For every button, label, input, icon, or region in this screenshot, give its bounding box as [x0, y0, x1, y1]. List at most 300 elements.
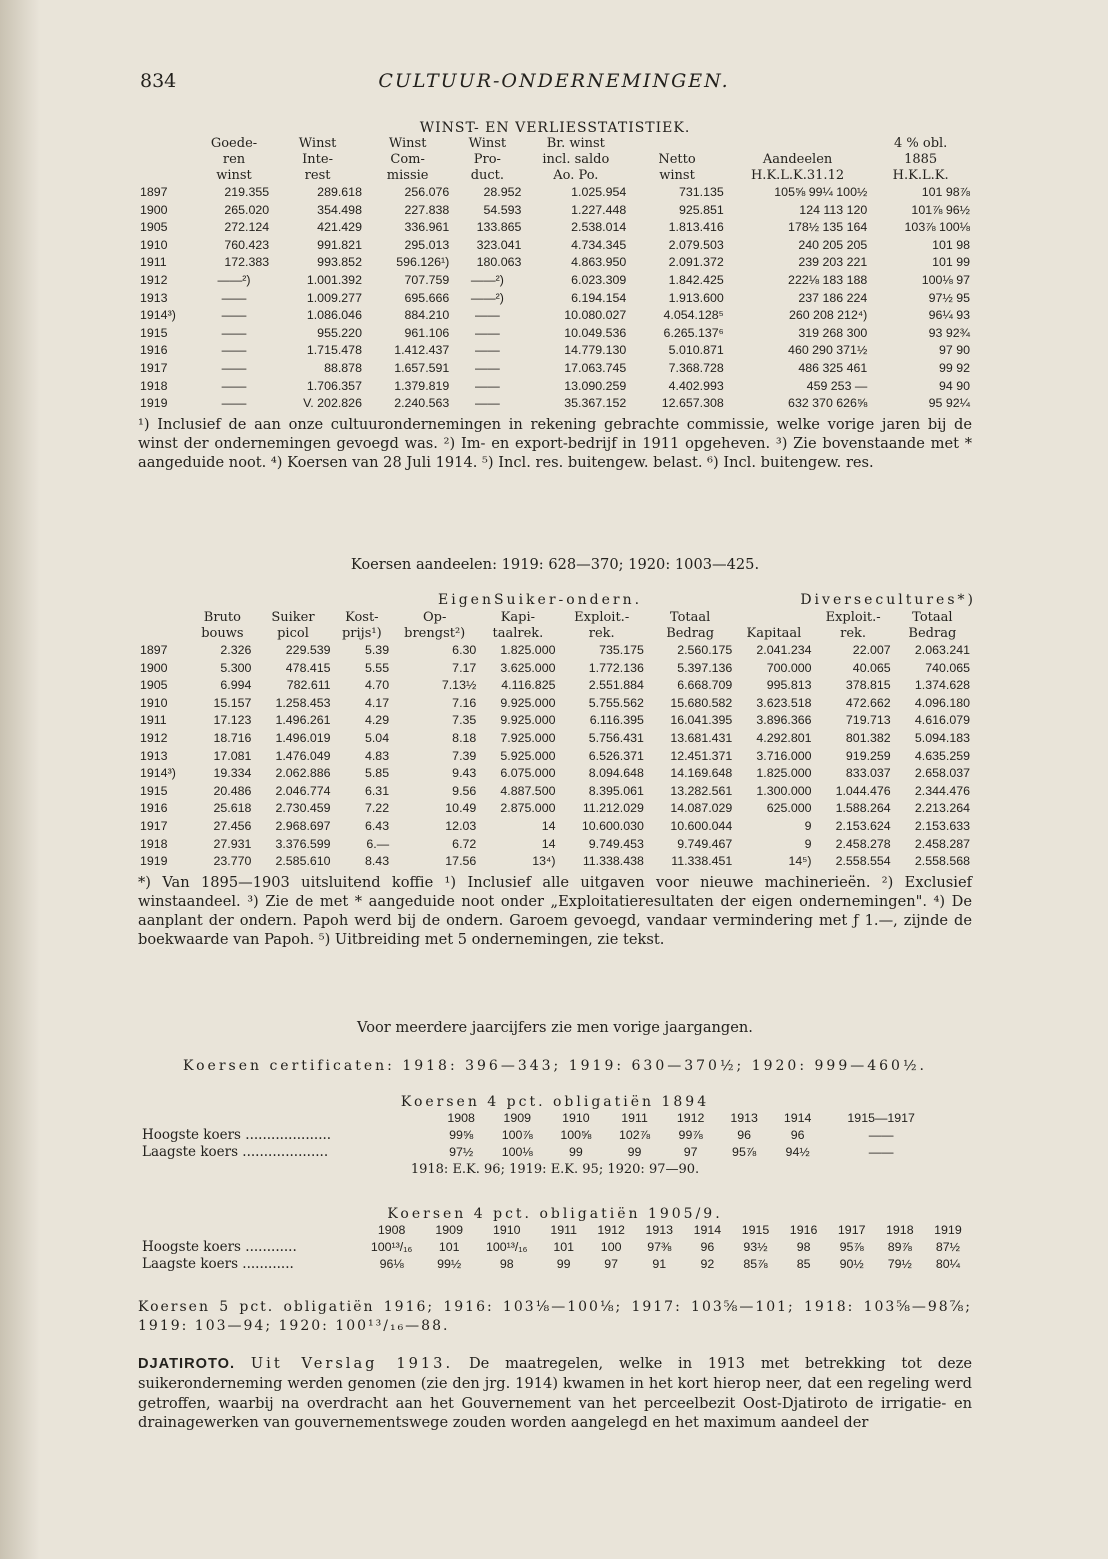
table-row	[138, 642, 972, 660]
table2-cell: 2.153.624	[835, 818, 891, 833]
koers-cell: 99⅞	[678, 1128, 703, 1142]
table2-cell: 14.087.029	[670, 801, 733, 816]
table2-cell: 1.476.049	[275, 748, 331, 763]
koers-cell: 96⅛	[379, 1257, 404, 1271]
table-row	[138, 712, 972, 730]
koers-cell: 100⅛	[501, 1145, 533, 1159]
table-row	[138, 660, 972, 678]
table1-cell: 1.913.600	[668, 290, 724, 305]
years-row	[138, 1222, 972, 1239]
table1-cell: 1.715.478	[306, 343, 362, 358]
table2-cell: 1917	[140, 818, 168, 833]
koers-cell: 97	[683, 1145, 698, 1159]
table2-cell: 4.17	[364, 695, 390, 710]
table1-cell: 1919	[140, 396, 168, 411]
table-row	[138, 800, 972, 818]
table1-cell: 1.009.277	[306, 290, 362, 305]
table2-cell: 8.43	[364, 854, 390, 869]
table2-cell: 1.300.000	[756, 783, 812, 798]
table1-cell: 4.402.993	[668, 378, 724, 393]
table1-cell: 1.379.819	[394, 378, 450, 393]
koers-cell: 98	[796, 1240, 811, 1254]
table2-header-cell: prijs¹)	[341, 626, 382, 641]
djatiroto-subheading: Uit Verslag 1913.	[250, 1355, 454, 1372]
table2-cell: 6.—	[366, 836, 390, 851]
table1-header-cell	[726, 136, 870, 152]
table1-cell: 707.759	[404, 272, 450, 287]
koers-cell: 100	[600, 1240, 622, 1254]
table2-cell: 9	[804, 836, 812, 851]
table1-cell: 237 186 224	[798, 290, 868, 305]
table1-cell: 2.538.014	[571, 220, 627, 235]
oblig-1894-table	[138, 1110, 938, 1161]
koers-cell: 90½	[839, 1257, 864, 1271]
book-gutter-shadow	[0, 0, 40, 1559]
table1-cell: 1912	[140, 272, 168, 287]
table2-cell: 6.075.000	[500, 766, 556, 781]
table1-cell: 1916	[140, 343, 168, 358]
year-cell: 1912	[676, 1111, 705, 1125]
oblig-1894-footer: 1918: E.K. 96; 1919: E.K. 95; 1920: 97—90.	[410, 1162, 700, 1177]
table2-header-cell: Op-	[423, 610, 447, 625]
table1-header-cell: Goede-	[210, 136, 258, 151]
djatiroto-heading: DJATIROTO.	[138, 1356, 236, 1372]
table2-header-row	[138, 626, 972, 642]
koers-cell: 100¹³/₁₆	[370, 1240, 413, 1254]
table2-cell: 10.600.030	[581, 818, 644, 833]
table2-cell: 17.081	[213, 748, 252, 763]
table-row	[138, 254, 972, 272]
table1-header-cell: Pro-	[473, 152, 501, 167]
table2-header-cell: Totaal	[912, 610, 953, 625]
table1-cell: 96¼ 93	[928, 308, 970, 323]
table1-cell: 421.429	[317, 220, 362, 235]
table2-cell: 22.007	[852, 643, 891, 657]
table2-cell: 4.096.180	[914, 695, 970, 710]
table2-cell: 15.680.582	[670, 695, 733, 710]
table2-cell: 378.815	[845, 678, 891, 693]
table1-header-cell: Inte-	[302, 152, 333, 167]
laagste-row	[138, 1144, 938, 1161]
djatiroto-section	[138, 1354, 972, 1433]
table2-cell: 12.03	[445, 818, 477, 833]
table2-cell: 14⁵)	[788, 854, 812, 869]
table2-cell: 2.458.278	[835, 836, 891, 851]
koers-cell: 80¼	[935, 1257, 960, 1271]
table1-header-cell	[628, 136, 726, 152]
table-row	[138, 202, 972, 220]
table1-cell: 354.498	[317, 202, 362, 217]
table2-cell: 27.931	[213, 836, 252, 851]
table2-cell: 735.175	[599, 643, 644, 657]
table1-cell: ——	[221, 378, 247, 393]
table2-cell: 5.755.562	[588, 695, 644, 710]
table2-cell: 2.213.264	[914, 801, 970, 816]
table2-cell: 6.31	[364, 783, 390, 798]
table1	[138, 136, 972, 413]
table2-cell: 13.681.431	[670, 730, 733, 745]
table2-cell: 5.85	[364, 766, 390, 781]
koers-cell: 100¹³/₁₆	[485, 1240, 528, 1254]
table2-cell: 1912	[140, 730, 168, 745]
table1-cell: 319 268 300	[798, 325, 868, 340]
table2-cell: 13.282.561	[670, 783, 733, 798]
table1-cell: 95 92¼	[928, 396, 970, 411]
koers-cell: 89⅞	[887, 1240, 912, 1254]
year-cell: 1916	[789, 1223, 818, 1237]
table2-header-cell	[734, 610, 813, 626]
table1-cell: 1.842.425	[668, 272, 724, 287]
table2-cell: 11.338.438	[582, 854, 644, 869]
oblig-1905-table	[138, 1222, 972, 1273]
table1-cell: 1.001.392	[306, 272, 362, 287]
oblig-1894-section	[138, 1094, 972, 1177]
table2-header-cell: Kost-	[345, 610, 379, 625]
table2-cell: 9.43	[452, 766, 477, 781]
table2-cell: 2.585.610	[275, 854, 331, 869]
table1-cell: 6.194.154	[571, 290, 627, 305]
table2-cell: 3.716.000	[756, 748, 812, 763]
koers-cell: 95⅞	[839, 1240, 864, 1254]
table1-cell: ——²)	[217, 272, 251, 287]
table1-header-cell: incl. saldo	[542, 152, 610, 167]
table1-cell: ——²)	[470, 272, 504, 287]
table2-header-cell: Exploit.-	[574, 610, 630, 625]
koers-cell: 99	[627, 1145, 642, 1159]
table1-cell: 97½ 95	[928, 290, 970, 305]
table2-cell: 1919	[140, 854, 168, 869]
label-spacer	[138, 1110, 434, 1127]
table1-cell: 1917	[140, 360, 168, 375]
table2-cell: 13⁴)	[532, 854, 556, 869]
table1-header-cell: missie	[386, 168, 429, 183]
table2-cell: 5.300	[220, 660, 252, 675]
table2-cell: 3.625.000	[500, 660, 556, 675]
table2-cell: 9.925.000	[500, 695, 556, 710]
table1-cell: 1913	[140, 290, 168, 305]
table1-cell: 955.220	[317, 325, 362, 340]
table-row	[138, 290, 972, 308]
table1-cell: 4.734.345	[571, 237, 627, 252]
table2-cell: 14	[541, 836, 556, 851]
table2-cell: 2.560.175	[677, 643, 733, 657]
table2-header-cell: picol	[277, 626, 309, 641]
table-row	[138, 219, 972, 237]
table2-cell: 1.772.136	[588, 660, 644, 675]
table2-cell: 4.83	[364, 748, 390, 763]
table1-header-cell: Ao. Po.	[553, 168, 599, 183]
table-row	[138, 184, 972, 202]
table-row	[138, 378, 972, 396]
table-row	[138, 853, 972, 871]
year-cell: 1908	[447, 1111, 475, 1125]
table1-header-cell: rest	[304, 168, 331, 183]
koers-cell: 97	[604, 1257, 619, 1271]
table1-cell: 991.821	[317, 237, 362, 252]
table1-header-cell	[138, 136, 197, 152]
table1-cell: 101 98⅞	[921, 185, 970, 199]
table2-header-cell	[138, 626, 191, 642]
table2-cell: 2.326	[220, 643, 252, 657]
table1-cell: 632 370 626⅝	[788, 396, 868, 411]
table2-cell: 4.70	[364, 678, 390, 693]
table2-cell: 7.16	[452, 695, 477, 710]
hoogste-row	[138, 1239, 972, 1256]
table1-header-cell: H.K.L.K.	[892, 168, 949, 183]
table-row	[138, 677, 972, 695]
table1-cell: 6.265.137⁶	[663, 325, 724, 340]
table2-cell: 9.925.000	[500, 713, 556, 728]
table1-cell: 28.952	[483, 185, 522, 199]
table2-cell: 4.292.801	[756, 730, 812, 745]
table1-cell: ——	[221, 396, 247, 411]
table2-cell: 1916	[140, 801, 168, 816]
koers-cell: 85⅞	[743, 1257, 768, 1271]
table2-cell: 625.000	[766, 801, 812, 816]
table2-header-cell: rek.	[588, 626, 615, 641]
oblig-1905-section	[138, 1206, 972, 1273]
table2-cell: 1905	[140, 678, 168, 693]
koers-cell: ——	[868, 1145, 894, 1159]
year-cell: 1914	[693, 1223, 722, 1237]
laagste-label: Laagste koers ............	[142, 1256, 294, 1272]
table1-cell: ——	[221, 325, 247, 340]
table1-cell: 219.355	[224, 185, 270, 199]
table-row	[138, 765, 972, 783]
table1-cell: 133.865	[476, 220, 522, 235]
table1-cell: 460 290 371½	[788, 343, 868, 358]
table2-cell: 2.558.568	[914, 854, 970, 869]
table1-cell: 1914³)	[140, 308, 176, 323]
table2-cell: 719.713	[845, 713, 891, 728]
table2-cell: 4.116.825	[501, 678, 556, 693]
table1-cell: 6.023.309	[571, 272, 627, 287]
table1-header-cell: Br. winst	[546, 136, 605, 151]
table1-header-cell: Com-	[390, 152, 425, 167]
table2-cell: 1897	[140, 643, 168, 657]
table1-cell: ——	[221, 343, 247, 358]
table2-cell: 23.770	[213, 854, 252, 869]
table1-cell: 178½ 135 164	[788, 220, 868, 235]
table2-cell: 5.55	[364, 660, 390, 675]
table2-header-cell	[138, 610, 191, 626]
table2-cell: 2.458.287	[914, 836, 970, 851]
running-title: CULTUUR-ONDERNEMINGEN.	[378, 70, 730, 92]
table2-cell: 10.49	[445, 801, 477, 816]
table1-cell: 105⅝ 99¼ 100½	[774, 185, 868, 199]
table-row	[138, 730, 972, 748]
table2-cell: 5.756.431	[588, 730, 644, 745]
suiker-section	[138, 592, 976, 949]
koers-cell: 95⅞	[732, 1145, 757, 1159]
table1-header-cell: Winst	[298, 136, 337, 151]
table1-cell: 256.076	[404, 185, 450, 199]
table-row	[138, 695, 972, 713]
table1-cell: 54.593	[483, 202, 522, 217]
table1-header-cell: winst	[659, 168, 695, 183]
koers-cell: 99	[556, 1257, 571, 1271]
table1-cell: ——	[474, 378, 500, 393]
table2-cell: 2.968.697	[275, 818, 331, 833]
table2-cell: 27.456	[213, 818, 252, 833]
table2-cell: 4.616.079	[914, 713, 970, 728]
oblig-1905-title: Koersen 4 pct. obligatiën 1905/9.	[387, 1206, 723, 1222]
table2-cell: 4.29	[364, 713, 390, 728]
koers-cell: 87½	[935, 1240, 960, 1254]
table2-cell: 7.22	[364, 801, 390, 816]
table2-cell: 833.037	[845, 766, 891, 781]
table2-footnotes: *) Van 1895—1903 uitsluitend koffie ¹) Inclusief alle uitgaven voor nieuwe machinerieën. ²) Exclusief winstaandeel. ³) Zie de met * aangeduide noot onder „Exploitatieresultaten der eigen ondernemingen". ⁴) De aanplant der ondern. Papoh werd bij de ondern. Garoem gevoegd, vandaar vermindering met ƒ 1.—, zijnde de boekwaarde van Papoh. ⁵) Uitbreiding met 5 ondernemingen, zie tekst.	[138, 873, 972, 948]
table1-header-cell: 4 % obl.	[893, 136, 948, 151]
table2-cell: 17.56	[445, 854, 477, 869]
table1-cell: 295.013	[404, 237, 450, 252]
table1-cell: 7.368.728	[668, 360, 724, 375]
table2-cell: 478.415	[285, 660, 331, 675]
table2-header-cell: Bedrag	[908, 626, 957, 641]
table2-cell: 14	[541, 818, 556, 833]
table2	[138, 610, 972, 871]
table2-header-cell: rek.	[840, 626, 867, 641]
table1-header-row	[138, 168, 972, 184]
year-cell: 1915—1917	[847, 1111, 915, 1125]
djatiroto-text: De maatregelen, welke in 1913 met betrekking tot deze suikeronderneming werden genomen (zie den jrg. 1914) kwamen in het kort hierop neer, dat een regeling werd getroffen, waarbij na overdracht aan het Gouvernement van het perceelbezit Oost-Djatiroto de irrigatie- en drainagewerken van gouvernementswege zouden worden aangelegd en het maximum aandeel der	[138, 1355, 973, 1432]
table2-cell: 2.063.241	[914, 643, 970, 657]
koers-cell: 100⅞	[501, 1128, 533, 1142]
table2-cell: 1914³)	[140, 766, 176, 781]
table1-cell: 925.851	[678, 202, 724, 217]
table2-cell: 5.39	[364, 643, 390, 657]
table1-header-cell: 1885	[904, 152, 938, 167]
table-row	[138, 325, 972, 343]
table2-cell: 7.13½	[441, 678, 477, 693]
year-cell: 1908	[377, 1223, 406, 1237]
table2-cell: 3.376.599	[275, 836, 331, 851]
table2-cell: 995.813	[766, 678, 812, 693]
table1-cell: 103⅞ 100⅛	[904, 220, 970, 235]
table2-cell: 2.062.886	[275, 766, 331, 781]
table2-cell: 25.618	[213, 801, 252, 816]
table2-cell: 1.825.000	[500, 643, 556, 657]
table1-cell: 2.240.563	[394, 396, 450, 411]
table1-cell: 101⅞ 96½	[911, 202, 970, 217]
table2-header-cell: Kapi-	[500, 610, 536, 625]
table1-cell: 240 205 205	[798, 237, 868, 252]
table2-cell: 7.17	[452, 660, 477, 675]
table2-cell: 2.875.000	[500, 801, 556, 816]
table1-cell: 323.041	[476, 237, 522, 252]
table1-caption: WINST- EN VERLIESSTATISTIEK.	[419, 120, 691, 136]
table2-cell: 1.496.261	[275, 713, 331, 728]
table2-cell: 14.169.648	[670, 766, 733, 781]
hoogste-row	[138, 1127, 938, 1144]
table1-cell: 1897	[140, 185, 168, 199]
table1-cell: 17.063.745	[564, 360, 627, 375]
table2-cell: 3.896.366	[756, 713, 812, 728]
table2-cell: 1913	[140, 748, 168, 763]
table1-cell: 1.086.046	[306, 308, 362, 323]
table2-cell: 17.123	[213, 713, 252, 728]
table-row	[138, 342, 972, 360]
table1-cell: 10.080.027	[564, 308, 627, 323]
table-row	[138, 818, 972, 836]
table2-cell: 472.662	[845, 695, 891, 710]
table2-cell: 16.041.395	[670, 713, 733, 728]
table1-cell: 884.210	[404, 308, 450, 323]
table2-group-headers	[138, 592, 976, 610]
oblig-1894-title: Koersen 4 pct. obligatiën 1894	[400, 1094, 710, 1110]
table1-cell: 227.838	[404, 202, 450, 217]
table1-cell: 731.135	[678, 185, 724, 199]
table2-cell: 8.395.061	[588, 783, 644, 798]
table2-cell: 8.18	[452, 730, 477, 745]
table2-cell: 229.539	[285, 643, 331, 657]
table1-cell: 4.054.128⁵	[663, 308, 724, 323]
table1-cell: 993.852	[317, 255, 362, 270]
table2-cell: 5.397.136	[677, 660, 733, 675]
table2-cell: 8.094.648	[588, 766, 644, 781]
hoogste-label: Hoogste koers ............	[142, 1239, 297, 1255]
table1-cell: 1.657.591	[394, 360, 450, 375]
table2-cell: 1.496.019	[275, 730, 331, 745]
table1-footnotes: ¹) Inclusief de aan onze cultuurondernemingen in rekening gebrachte commissie, welke vorige jaren bij de winst der ondernemingen gevoegd was. ²) Im- en export-bedrijf in 1911 opgeheven. ³) Zie bovenstaande met * aangeduide noot. ⁴) Koersen van 28 Juli 1914. ⁵) Incl. res. buitengew. belast. ⁶) Incl. buitengew. res.	[138, 415, 972, 471]
koers-cell: 102⅞	[619, 1128, 651, 1142]
table1-cell: ——²)	[470, 290, 504, 305]
table1-cell: 961.106	[404, 325, 450, 340]
table1-header-cell: winst	[216, 168, 252, 183]
table1-cell: 35.367.152	[564, 396, 627, 411]
table1-cell: 1.227.448	[571, 202, 627, 217]
koers-cell: 99	[568, 1145, 583, 1159]
table1-cell: ——	[474, 360, 500, 375]
table2-header-cell: Bruto	[203, 610, 241, 625]
table2-cell: 7.925.000	[500, 730, 556, 745]
table1-cell: 760.423	[224, 237, 270, 252]
table1-cell: 101 98	[932, 237, 970, 252]
table1-header-row	[138, 136, 972, 152]
table1-cell: 4.863.950	[571, 255, 627, 270]
table2-cell: 9.749.467	[677, 836, 733, 851]
table2-cell: 2.658.037	[914, 766, 970, 781]
table2-cell: 3.623.518	[756, 695, 812, 710]
table1-header-cell	[138, 152, 197, 168]
table1-cell: 596.126¹)	[396, 255, 450, 270]
table-row	[138, 748, 972, 766]
table1-cell: 100⅛ 97	[921, 272, 970, 287]
koers-cell: 99⅝	[449, 1128, 474, 1142]
koers-cell: 96	[737, 1128, 751, 1142]
table2-cell: 801.382	[845, 730, 891, 745]
table1-cell: 336.961	[404, 220, 450, 235]
year-cell: 1909	[503, 1111, 531, 1125]
table1-header-cell: ren	[222, 152, 246, 167]
table1-cell: 88.878	[324, 360, 362, 375]
table2-header-cell: Kapitaal	[746, 626, 802, 641]
table2-cell: 15.157	[213, 695, 252, 710]
koersen-certificaten: Koersen certificaten: 1918: 396—343; 1919: 630—370½; 1920: 999—460½.	[183, 1058, 927, 1074]
table2-cell: 2.046.774	[275, 783, 331, 798]
year-cell: 1913	[730, 1111, 758, 1125]
koers-cell: 96	[700, 1240, 715, 1254]
table1-cell: ——	[474, 325, 500, 340]
table1-cell: 180.063	[476, 255, 522, 270]
table2-cell: 5.925.000	[500, 748, 556, 763]
koers-cell: 93½	[743, 1240, 768, 1254]
table2-cell: 11.212.029	[582, 801, 644, 816]
table2-cell: 1915	[140, 783, 168, 798]
table1-cell: 486 325 461	[798, 360, 868, 375]
table2-cell: 1910	[140, 695, 168, 710]
table2-cell: 2.551.884	[588, 678, 644, 693]
